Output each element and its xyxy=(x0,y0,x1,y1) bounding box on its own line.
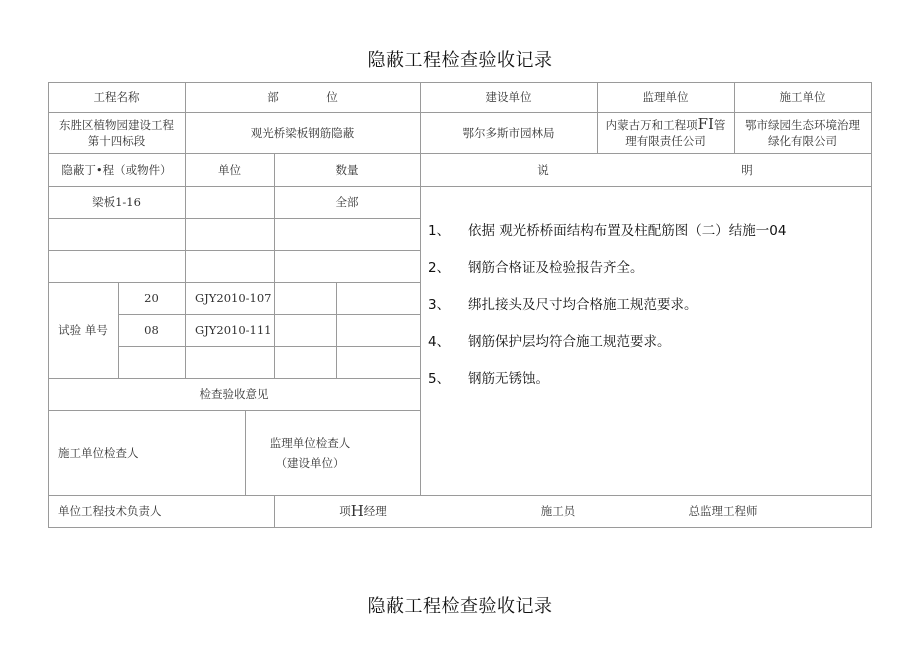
supervisor-checker xyxy=(245,410,375,495)
test-row-1-code: GJY2010-107 xyxy=(195,291,272,305)
description-item: 2、 钢筋合格证及检验报告齐全。 xyxy=(428,259,644,276)
supervisor-line2: 理有限责任公司 xyxy=(625,134,706,148)
description-item: 1、 依据 观光桥桥面结构布置及柱配筋图（二）结施一04 xyxy=(428,222,787,239)
constructor-line1: 鄂市绿园生态环境治理 xyxy=(745,117,860,132)
worker-label: 施工员 xyxy=(540,504,576,518)
supervisor-line1: 内蒙古万和工程项FI管 xyxy=(605,115,726,133)
desc-column-label-1: 说 xyxy=(537,162,549,177)
item-column-label: 隐蔽丁•程（或物件） xyxy=(61,162,172,177)
supervisor-checker-label: 监理单位检查人 xyxy=(269,435,351,450)
item-1-name: 梁板1-16 xyxy=(92,195,141,209)
supervisor-checker-sub: （建设单位） xyxy=(275,455,345,470)
project-name-line1: 东胜区植物园建设工程 xyxy=(59,117,174,132)
location-value: 观光桥梁板钢筋隐蔽 xyxy=(250,125,355,140)
description-item: 4、 钢筋保护层均符合施工规范要求。 xyxy=(428,333,671,350)
inspection-record-table xyxy=(48,82,872,528)
test-row-1-num: 20 xyxy=(144,291,159,305)
supervisor-value xyxy=(597,112,734,153)
project-name-line2: 第十四标段 xyxy=(87,133,146,148)
desc-column-label-2: 明 xyxy=(741,162,753,177)
document-title-repeat: 隐蔽工程检查验收记录 xyxy=(367,596,553,617)
constructor-checker-label: 施工单位检查人 xyxy=(58,445,139,460)
constructor-label: 施工单位 xyxy=(779,90,826,104)
description-item: 5、 钢筋无锈蚀。 xyxy=(428,370,549,387)
constructor-value xyxy=(734,112,871,153)
chief-engineer-label: 总监理工程师 xyxy=(688,504,758,518)
supervisor-label: 监理单位 xyxy=(642,90,689,104)
item-1-qty: 全部 xyxy=(335,195,359,209)
tech-lead-label: 单位工程技术负责人 xyxy=(58,504,162,518)
description-item: 3、 绑扎接头及尺寸均合格施工规范要求。 xyxy=(428,296,698,313)
test-row-2-num: 08 xyxy=(144,323,159,337)
document-title: 隐蔽工程检查验收记录 xyxy=(367,50,553,71)
opinion-label: 检查验收意见 xyxy=(199,387,269,401)
constructor-line2: 绿化有限公司 xyxy=(768,133,837,148)
builder-value: 鄂尔多斯市园林局 xyxy=(462,125,555,140)
description-list xyxy=(428,210,868,395)
project-manager-label: 项 H 经理 xyxy=(339,502,387,520)
test-row-2-code: GJY2010-111 xyxy=(195,323,272,337)
unit-column-label: 单位 xyxy=(218,162,241,177)
project-name-label: 工程名称 xyxy=(93,90,140,104)
test-number-label: 试验 单号 xyxy=(58,323,108,337)
builder-label: 建设单位 xyxy=(485,90,532,104)
project-name-value xyxy=(48,112,185,153)
qty-column-label: 数量 xyxy=(335,162,359,177)
location-label: 部 位 xyxy=(267,90,338,104)
